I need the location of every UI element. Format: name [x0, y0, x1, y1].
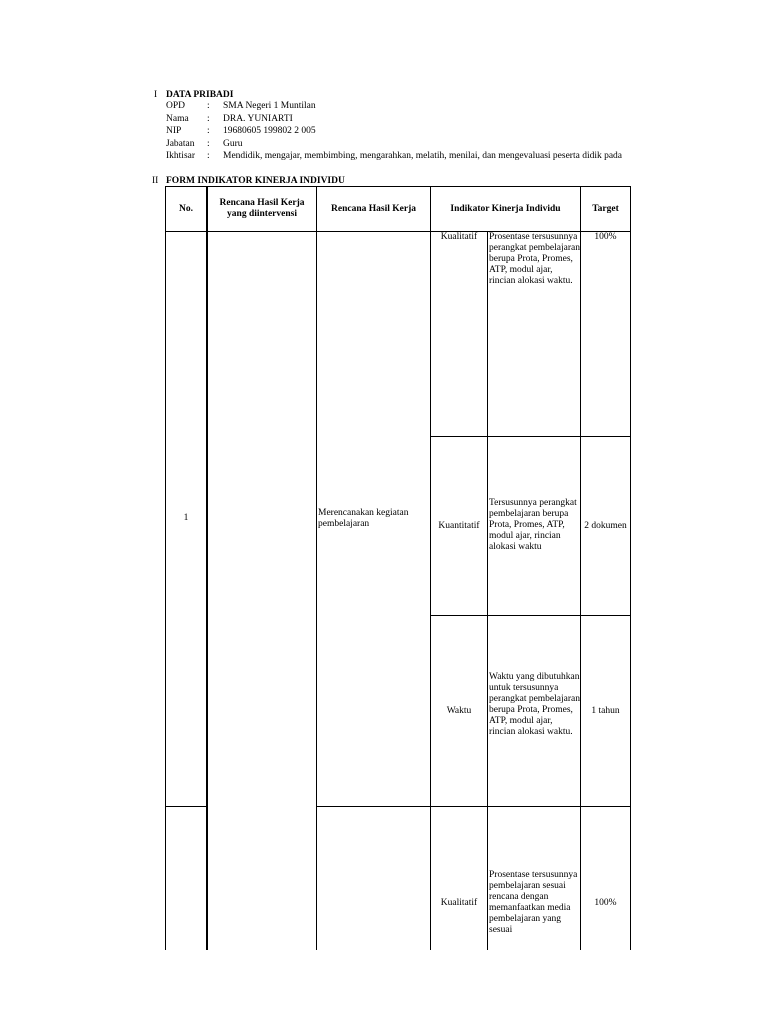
field-label: OPD: [166, 101, 186, 111]
table-border: [165, 186, 166, 950]
field-colon: :: [207, 138, 210, 149]
section-number: II: [152, 176, 159, 186]
field-label: Ikhtisar: [166, 151, 196, 161]
field-value: Guru: [223, 138, 243, 149]
field-colon: :: [207, 113, 210, 124]
field-value: 19680605 199802 2 005: [223, 126, 316, 136]
field-label: NIP: [166, 126, 182, 136]
field-colon: :: [207, 126, 210, 136]
table-border: [206, 186, 208, 950]
table-border: [316, 186, 317, 950]
header-rhk-intervensi: Rencana Hasil Kerja yang diintervensi: [219, 198, 305, 219]
indicator-text: Waktu yang dibutuhkan untuk tersusunnya perangkat pembelajaran berupa Prota, Promes, ATP, modul ajar, rincian alokasi waktu.: [489, 672, 580, 737]
indicator-text: Prosentase tersusunnya perangkat pembelajaran berupa Prota, Promes, ATP, modul ajar, rincian alokasi waktu.: [489, 232, 580, 286]
indicator-type: Kualitatif: [440, 232, 478, 242]
indicator-target: 100%: [594, 232, 617, 242]
field-colon: :: [207, 101, 210, 111]
indicator-target: 2 dokumen: [584, 520, 627, 531]
indicator-text: Tersusunnya perangkat pembelajaran berupa Prota, Promes, ATP, modul ajar, rincian alokasi waktu: [489, 498, 577, 552]
header-iki: Indikator Kinerja Individu: [450, 203, 561, 214]
section-title: DATA PRIBADI: [166, 90, 234, 100]
indicator-text: Prosentase tersusunnya pembelajaran sesuai rencana dengan memanfaatkan media pembelajaran yang sesuai: [489, 870, 578, 935]
table-border: [165, 806, 207, 807]
row-number: 1: [183, 513, 189, 523]
header-rhk: Rencana Hasil Kerja: [331, 203, 416, 214]
field-colon: :: [207, 151, 210, 161]
indicator-type: Kuantitatif: [438, 520, 480, 531]
rhk-text: Merencanakan kegiatan pembelajaran: [318, 508, 409, 529]
indicator-type: Kualitatif: [440, 898, 478, 908]
table-border: [487, 231, 488, 950]
section-number: I: [154, 90, 158, 100]
indicator-target: 100%: [594, 898, 617, 908]
field-value: Mendidik, mengajar, membimbing, mengarahkan, melatih, menilai, dan mengevaluasi peserta didik pada: [223, 151, 623, 161]
table-border: [630, 186, 631, 950]
field-label: Nama: [166, 113, 189, 124]
indicator-type: Waktu: [446, 705, 472, 716]
field-label: Jabatan: [166, 138, 195, 149]
section-title: FORM INDIKATOR KINERJA INDIVIDU: [166, 176, 345, 186]
header-no: No.: [179, 203, 193, 214]
header-target: Target: [592, 203, 619, 214]
indicator-target: 1 tahun: [591, 705, 620, 716]
field-value: SMA Negeri 1 Muntilan: [223, 101, 316, 111]
field-value: DRA. YUNIARTI: [223, 113, 293, 124]
